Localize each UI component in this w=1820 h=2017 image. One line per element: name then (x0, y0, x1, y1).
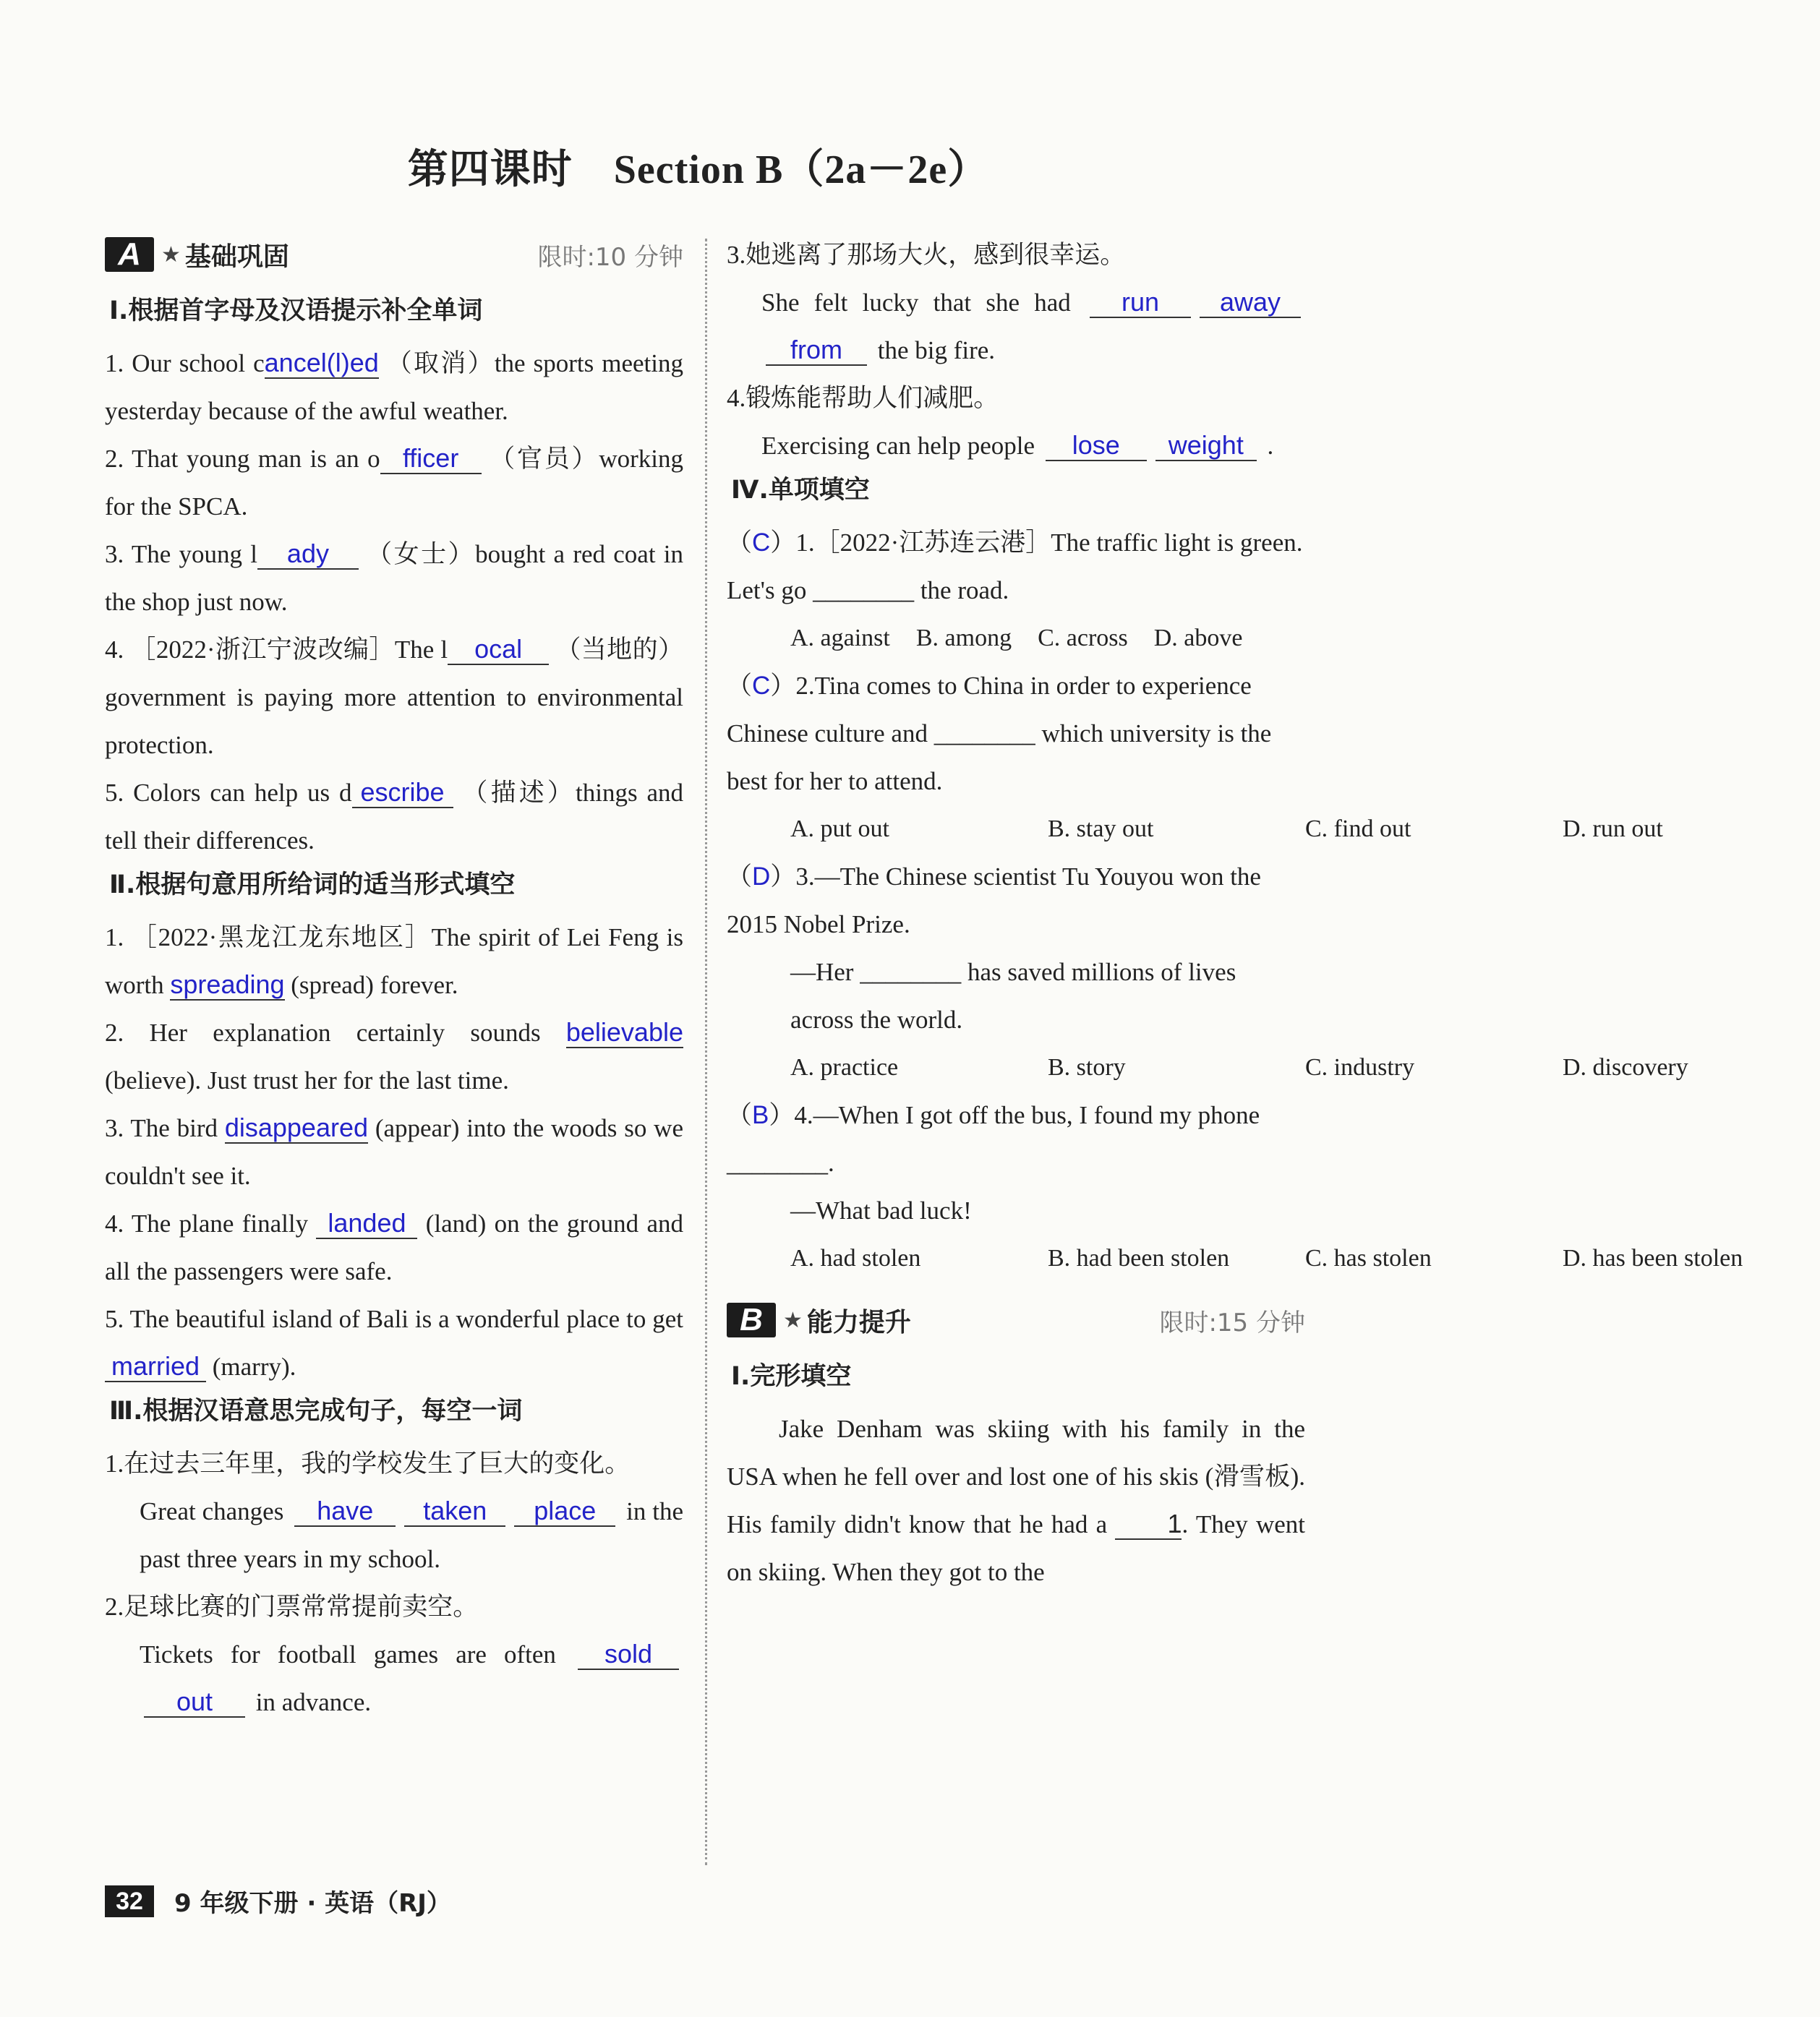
section-b-header (727, 1297, 1305, 1343)
p3-number: 3. (727, 241, 746, 269)
p3-answer-blank[interactable]: weight (1155, 431, 1257, 461)
p1-text-after: （女士）bought a red coat in the shop just now. (105, 540, 683, 616)
p2-item (105, 914, 683, 1009)
part3-list-right (727, 231, 1305, 470)
cloze-text-1: Jake Denham was skiing with his family in the USA when he fell over and lost one of his skis (滑雪板). His family didn't know that he had a (727, 1415, 1305, 1538)
p3-english (105, 1631, 683, 1726)
p1-answer-blank[interactable]: ancel(l)ed (264, 348, 379, 377)
section-b-badge: B (727, 1303, 776, 1337)
mc-paren: （ (727, 672, 753, 700)
mc-option[interactable]: A. had stolen (790, 1245, 921, 1272)
p2-text-after: (land) on the ground and all the passengers were safe. (105, 1209, 684, 1285)
mc-answer[interactable]: B (752, 1101, 769, 1129)
p3-chinese (105, 1440, 683, 1488)
p2-item (105, 1009, 683, 1105)
p3-answer-blank[interactable]: lose (1046, 431, 1147, 461)
p3-item (105, 1583, 683, 1726)
p3-answer-blank[interactable]: away (1200, 288, 1301, 318)
p3-item (727, 231, 1305, 374)
p3-chinese-text: 锻炼能帮助人们减肥。 (745, 384, 999, 412)
p3-chinese (105, 1583, 683, 1631)
mc-paren: （ (727, 528, 753, 557)
mc-option[interactable]: D. run out (1563, 815, 1663, 842)
p1-number: 2. (105, 445, 124, 473)
p3-answer-blank[interactable]: taken (404, 1496, 505, 1527)
mc-question (727, 1092, 1743, 1282)
p3-text-before: She felt lucky that she had (761, 288, 1085, 317)
mc-option[interactable]: D. above (1153, 625, 1243, 651)
mc-option[interactable]: B. stay out (1048, 815, 1154, 842)
p3-chinese-text: 她逃离了那场大火，感到很幸运。 (745, 241, 1126, 269)
mc-option[interactable]: C. across (1038, 625, 1128, 651)
mc-text: —The Chinese scientist Tu Youyou won the 2015 Nobel Prize. (727, 862, 1261, 938)
p2-item (105, 1296, 683, 1391)
p1-text-before: The young l (124, 540, 257, 568)
p1-number: 4. (105, 635, 124, 664)
mc-question (727, 662, 1663, 853)
p2-text-before: Her explanation certainly sounds (124, 1019, 566, 1047)
p3-chinese (727, 374, 1305, 422)
part4-list (727, 519, 1743, 1282)
p1-text-after: （当地的）government is paying more attention to environmental protection. (105, 635, 683, 759)
mc-text-2: —Her ________ has saved millions of lives across the world. (790, 958, 1236, 1034)
p2-text-after: (marry). (206, 1353, 296, 1381)
p3-text-after: in the past three years in my school. (140, 1497, 683, 1573)
cloze-blank-1[interactable]: 1 (1115, 1509, 1182, 1540)
p3-item (105, 1440, 683, 1583)
mc-paren: ） (769, 1101, 795, 1129)
p3-text-before: Tickets for football games are often (140, 1640, 573, 1669)
p1-number: 1. (105, 349, 124, 377)
star-icon: ★ (783, 1308, 803, 1332)
p2-number: 5. (105, 1305, 124, 1333)
p3-answer-blank[interactable]: run (1090, 288, 1191, 318)
mc-option[interactable]: C. has stolen (1305, 1245, 1432, 1272)
mc-answer[interactable]: C (752, 672, 771, 700)
star-icon: ★ (161, 242, 181, 267)
p3-answer-blank[interactable]: from (766, 335, 867, 366)
mc-paren: （ (727, 1101, 753, 1129)
p2-text-before: ［2022·黑龙江龙东地区］The spirit of Lei Feng is worth (105, 923, 683, 999)
p3-english (727, 422, 1305, 470)
mc-text: —When I got off the bus, I found my phone ________. (727, 1101, 1260, 1177)
p1-item (105, 340, 683, 435)
cloze-text-2: . They went on skiing. When they got to the (727, 1510, 1305, 1586)
p1-text-after: （描述）things and tell their differences. (105, 779, 684, 855)
mc-option[interactable]: D. has been stolen (1563, 1245, 1743, 1272)
p3-text-after: the big fire. (871, 336, 996, 364)
mc-stem (727, 853, 1305, 948)
mc-option[interactable]: C. industry (1305, 1054, 1415, 1081)
section-a-title: 基础巩固 (184, 241, 289, 272)
p1-answer-blank[interactable]: fficer (380, 444, 482, 474)
part5-heading: Ⅰ.完形填空 (731, 1362, 852, 1391)
mc-option[interactable]: C. find out (1305, 815, 1411, 842)
mc-text: Tina comes to China in order to experience Chinese culture and ________ which university is the best for her to attend. (727, 672, 1272, 795)
p1-item (105, 435, 683, 531)
mc-number: 2. (795, 672, 815, 700)
column-divider (705, 239, 707, 1865)
p2-answer-blank[interactable]: married (105, 1352, 206, 1382)
mc-option[interactable]: B. among (915, 625, 1012, 651)
p3-answer-blank[interactable]: have (294, 1496, 396, 1527)
p2-item (105, 1200, 683, 1296)
mc-option[interactable]: A. practice (790, 1054, 899, 1081)
p1-answer-blank[interactable]: ady (257, 539, 359, 570)
p3-text-after: in advance. (249, 1688, 372, 1716)
section-b-title: 能力提升 (806, 1307, 911, 1337)
mc-option[interactable]: B. story (1048, 1054, 1126, 1081)
p3-text-after: . (1260, 432, 1274, 460)
mc-number: 1. (795, 528, 815, 557)
section-a-badge: A (105, 237, 154, 272)
part4-heading: Ⅳ.单项填空 (731, 476, 870, 505)
page-footer (105, 1883, 451, 1919)
p3-english (727, 279, 1305, 374)
section-b-limit: 限时:15 分钟 (1159, 1308, 1305, 1337)
p2-number: 2. (105, 1019, 124, 1047)
p2-text-after: (believe). Just trust her for the last time. (105, 1066, 509, 1095)
page-title: 第四课时 Section B（2a－2e） (407, 147, 989, 192)
p2-answer-blank[interactable]: believable (565, 1017, 683, 1047)
p1-text-before: That young man is an o (124, 445, 380, 473)
mc-options (727, 1044, 1688, 1092)
p3-answer-blank[interactable]: sold (578, 1640, 679, 1670)
p3-text-before: Exercising can help people (761, 432, 1041, 460)
p3-number: 1. (105, 1449, 124, 1478)
part1-list (105, 340, 683, 865)
mc-option[interactable]: A. against (790, 625, 890, 651)
mc-options (727, 1235, 1743, 1282)
part3-heading: Ⅲ.根据汉语意思完成句子，每空一词 (109, 1397, 523, 1426)
p3-answer-blank[interactable]: place (514, 1496, 615, 1527)
p1-text-after: （官员）working for the SPCA. (105, 445, 683, 521)
mc-paren: ） (770, 528, 796, 557)
p2-text-after: (appear) into the woods so we couldn't see it. (105, 1114, 683, 1190)
cloze-paragraph (727, 1405, 1305, 1596)
page-number: 32 (105, 1885, 154, 1917)
mc-number: 3. (795, 862, 815, 891)
p1-text-before: Colors can help us d (124, 779, 352, 807)
p1-item (105, 531, 683, 626)
mc-answer[interactable]: C (752, 528, 771, 557)
mc-question (727, 853, 1688, 1092)
right-column (727, 231, 1743, 1596)
p1-text-after: （取消）the sports meeting yesterday because of the awful weather. (105, 349, 683, 425)
mc-paren: （ (727, 862, 753, 891)
p2-number: 3. (105, 1114, 124, 1142)
p3-english (105, 1488, 683, 1583)
p2-text-after: (spread) forever. (284, 971, 458, 999)
p2-number: 4. (105, 1209, 124, 1238)
mc-question (727, 519, 1305, 662)
mc-options (727, 805, 1663, 853)
mc-stem (727, 519, 1305, 614)
part2-list (105, 914, 683, 1391)
p1-text-before: ［2022·浙江宁波改编］The l (124, 635, 448, 664)
p2-text-before: The beautiful island of Bali is a wonderful place to get (124, 1305, 683, 1333)
p2-number: 1. (105, 923, 124, 951)
mc-option[interactable]: D. discovery (1563, 1054, 1688, 1081)
p3-chinese-text: 在过去三年里，我的学校发生了巨大的变化。 (124, 1449, 631, 1478)
p3-chinese-text: 足球比赛的门票常常提前卖空。 (124, 1593, 479, 1621)
p2-answer-blank[interactable]: landed (316, 1209, 417, 1239)
mc-stem (727, 1092, 1305, 1187)
p2-text-before: The bird (124, 1114, 225, 1142)
p3-item (727, 374, 1305, 470)
part1-heading: Ⅰ.根据首字母及汉语提示补全单词 (109, 296, 483, 325)
mc-option[interactable]: A. put out (790, 815, 889, 842)
footer-text: 9 年级下册 · 英语（RJ） (174, 1889, 451, 1918)
p2-item (105, 1105, 683, 1200)
part3-list-left (105, 1440, 683, 1726)
section-a-limit: 限时:10 分钟 (537, 242, 683, 272)
mc-stem (727, 662, 1305, 805)
p1-text-before: Our school c (124, 349, 265, 377)
p1-item (105, 769, 683, 865)
mc-answer[interactable]: D (752, 862, 771, 891)
mc-options (727, 614, 1305, 662)
p3-chinese (727, 231, 1305, 279)
mc-number: 4. (794, 1101, 813, 1129)
p3-number: 4. (727, 384, 746, 412)
p2-answer-blank[interactable]: spreading (170, 969, 285, 999)
p3-text-before: Great changes (140, 1497, 291, 1525)
part2-heading: Ⅱ.根据句意用所给词的适当形式填空 (109, 870, 516, 899)
p1-answer-blank[interactable]: escribe (352, 778, 453, 808)
mc-option[interactable]: B. had been stolen (1048, 1245, 1230, 1272)
mc-text-2: —What bad luck! (790, 1196, 972, 1225)
p3-answer-blank[interactable]: out (144, 1687, 245, 1718)
p2-answer-blank[interactable]: disappeared (224, 1113, 369, 1142)
mc-text: ［2022·江苏连云港］The traffic light is green. Let's go ________ the road. (727, 528, 1303, 604)
section-a-header (105, 231, 683, 278)
p2-text-before: The plane finally (124, 1209, 317, 1238)
p1-number: 3. (105, 540, 124, 568)
mc-paren: ） (770, 862, 796, 891)
mc-paren: ） (770, 672, 796, 700)
p1-item (105, 626, 683, 769)
left-column (105, 231, 683, 1726)
p1-number: 5. (105, 779, 124, 807)
p1-answer-blank[interactable]: ocal (448, 635, 549, 665)
p3-number: 2. (105, 1593, 124, 1621)
